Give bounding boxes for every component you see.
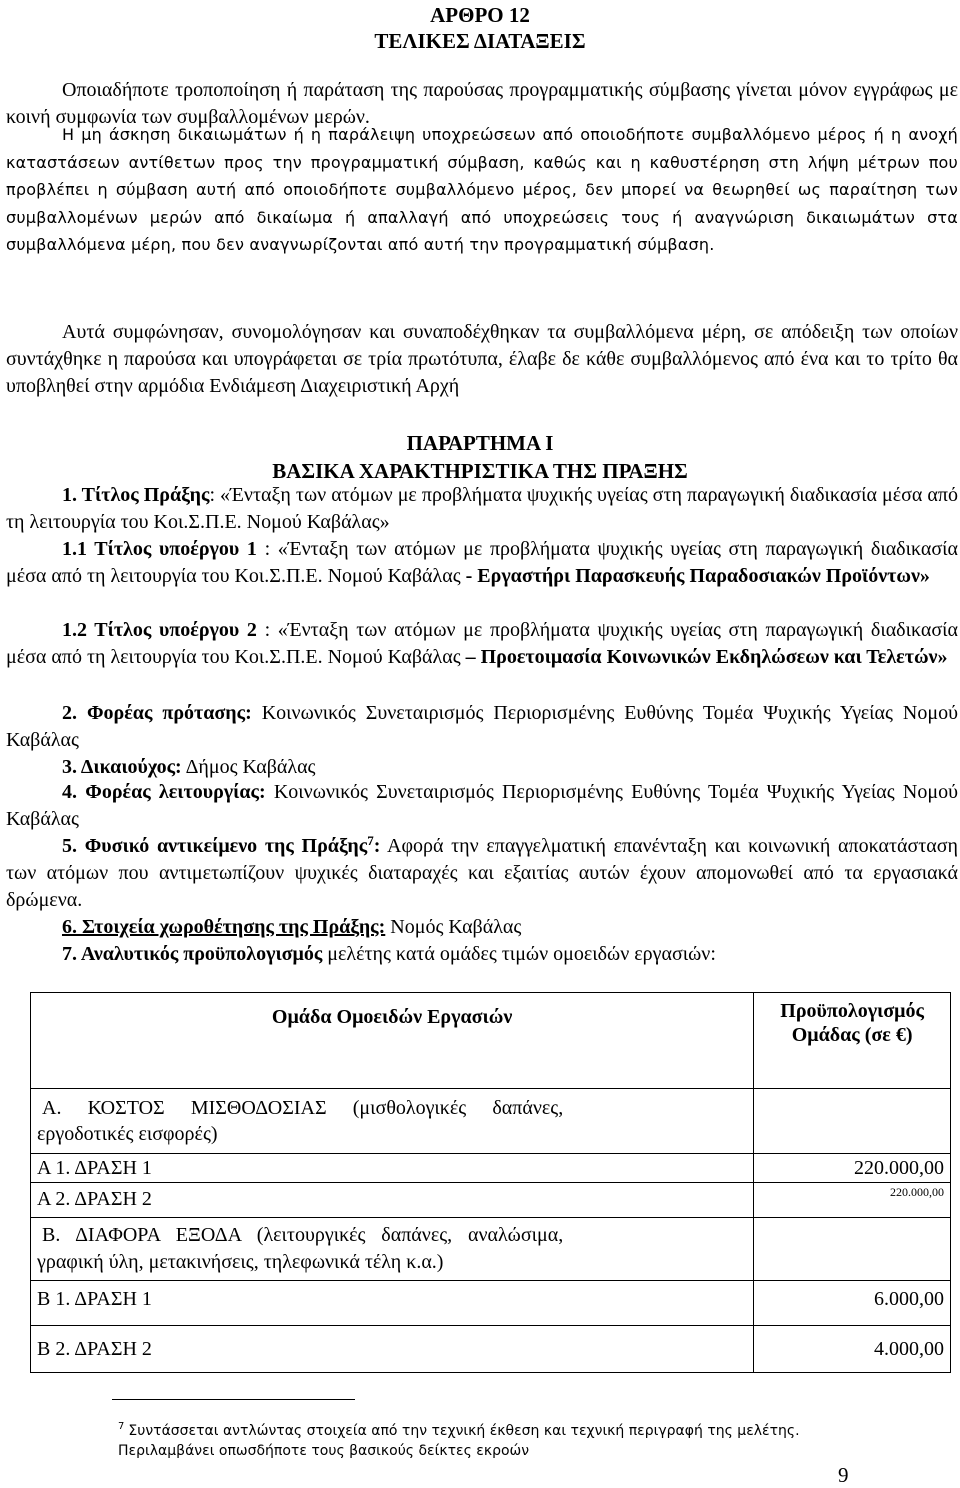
row-label: Α 1. ΔΡΑΣΗ 1: [31, 1154, 754, 1183]
row-amount: [754, 1089, 951, 1154]
row-amount: 220.000,00: [754, 1154, 951, 1183]
row-amount: [754, 1218, 951, 1281]
item-7-label: 7. Αναλυτικός προϋπολογισμός: [62, 943, 323, 965]
item-5-footnote-ref: 7: [367, 833, 374, 848]
footnote-line1: [118, 1421, 918, 1441]
item-1-1-text: : «Ένταξη των ατόμων με προβλήματα ψυχικής υγείας στη παραγωγική διαδικασία μέσα από τη λειτουργία του Κοι.Σ.Π.Ε. Νομού Καβάλας: [6, 538, 959, 587]
article-heading: [0, 2, 960, 54]
table-row: [31, 1281, 951, 1326]
item-1-2-label: 1.2 Τίτλος υποέργου 2: [62, 619, 257, 641]
budget-table: [30, 992, 951, 1373]
annex-title: ΠΑΡΑΡΤΗΜΑ Ι: [406, 431, 554, 455]
item-4-text: Κοινωνικός Συνεταιρισμός Περιορισμένης Ευθύνης Τομέα Ψυχικής Υγείας Νομού Καβάλας: [6, 781, 958, 830]
header-work-group: Ομάδα Ομοειδών Εργασιών: [31, 993, 754, 1089]
paragraph-amendments: Οποιαδήποτε τροποποίηση ή παράταση της παρούσας προγραμματικής σύμβασης γίνεται μόνον εγγράφως με κοινή συμφωνία των συμβαλλομένων μερών.: [6, 79, 958, 128]
table-row: [31, 1154, 951, 1183]
item-1-2-text: : «Ένταξη των ατόμων με προβλήματα ψυχικής υγείας στη παραγωγική διαδικασία μέσα από τη λειτουργία του Κοι.Σ.Π.Ε. Νομού Καβάλας: [6, 619, 959, 668]
footnote-mark: 7: [118, 1421, 125, 1432]
row-amount: 220.000,00: [754, 1183, 951, 1218]
item-7-text: μελέτης κατά ομάδες τιμών ομοειδών εργασιών:: [322, 943, 716, 965]
row-amount: 6.000,00: [754, 1281, 951, 1326]
article-title: ΤΕΛΙΚΕΣ ΔΙΑΤΑΞΕΙΣ: [374, 29, 586, 53]
header-group-budget: [754, 993, 951, 1089]
item-5-colon: :: [373, 835, 381, 857]
item-2-text: Κοινωνικός Συνεταιρισμός Περιορισμένης Ευθύνης Τομέα Ψυχικής Υγείας Νομού Καβάλας: [6, 702, 958, 751]
item-4-operator: [6, 779, 958, 833]
header-budget-line1: Προϋπολογισμός: [780, 1000, 924, 1022]
item-3-beneficiary: [6, 754, 958, 781]
row-amount: 4.000,00: [754, 1326, 951, 1373]
item-6-label: 6. Στοιχεία χωροθέτησης της Πράξης:: [62, 916, 386, 938]
item-1-2-subproject: [6, 617, 958, 671]
row-label: Β 1. ΔΡΑΣΗ 1: [31, 1281, 754, 1326]
item-1-2-bold-text: – Προετοιμασία Κοινωνικών Εκδηλώσεων και Τελετών»: [465, 646, 948, 668]
page-number: 9: [838, 1463, 849, 1487]
item-6-text: Νομός Καβάλας: [385, 916, 522, 938]
annex-heading: [0, 429, 960, 485]
item-3-label: 3. Δικαιούχος:: [62, 756, 182, 778]
row-label: Β. ΔΙΑΦΟΡΑ ΕΞΟΔΑ (λειτουργικές δαπάνες, αναλώσιμα, γραφική ύλη, μετακινήσεις, τηλεφωνικά τέλη κ.α.): [31, 1218, 754, 1281]
paragraph-agreement: Αυτά συμφώνησαν, συνομολόγησαν και συναποδέχθηκαν τα συμβαλλόμενα μέρη, σε απόδειξη των οποίων συντάχθηκε η παρούσα και υπογράφεται σε τρία πρωτότυπα, έλαβε δε κάθε συμβαλλόμενος από ένα και το τρίτο θα υποβληθεί στην αρμόδια Ενδιάμεση Διαχειριστική Αρχή: [6, 321, 958, 397]
item-1-title: [6, 482, 958, 536]
article-number: ΑΡΘΡΟ 12: [430, 3, 530, 27]
item-2-label: 2. Φορέας πρότασης:: [62, 702, 252, 724]
budget-table-header: [31, 993, 951, 1089]
item-1-1-label: 1.1 Τίτλος υποέργου 1: [62, 538, 257, 560]
footnote-text-2: Περιλαμβάνει οπωσδήποτε τους βασικούς δείκτες εκροών: [118, 1443, 530, 1459]
item-5-label: 5. Φυσικό αντικείμενο της Πράξης: [62, 835, 368, 857]
item-7-budget: [6, 941, 958, 968]
item-4-label: 4. Φορέας λειτουργίας:: [62, 781, 266, 803]
row-label: Α 2. ΔΡΑΣΗ 2: [31, 1183, 754, 1218]
item-1-1-subproject: [6, 536, 958, 590]
item-6-location: [6, 914, 958, 941]
row-label: Α. ΚΟΣΤΟΣ ΜΙΣΘΟΔΟΣΙΑΣ (μισθολογικές δαπάνες, εργοδοτικές εισφορές): [31, 1089, 754, 1154]
table-row: [31, 1326, 951, 1373]
table-row: [31, 1218, 951, 1281]
annex-subtitle: ΒΑΣΙΚΑ ΧΑΡΑΚΤΗΡΙΣΤΙΚΑ ΤΗΣ ΠΡΑΞΗΣ: [272, 459, 688, 483]
row-label: Β 2. ΔΡΑΣΗ 2: [31, 1326, 754, 1373]
footnote: [118, 1421, 918, 1461]
item-1-1-bold-text: - Εργαστήρι Παρασκευής Παραδοσιακών Προϊόντων»: [465, 565, 930, 587]
table-row: [31, 1183, 951, 1218]
footnote-text-1: Συντάσσεται αντλώντας στοιχεία από την τεχνική έκθεση και τεχνική περιγραφή της μελέτης.: [128, 1423, 800, 1439]
footnote-divider: [112, 1399, 355, 1400]
header-budget-line2: Ομάδας (σε €): [791, 1024, 913, 1046]
paragraph-non-waiver: Η μη άσκηση δικαιωμάτων ή η παράλειψη υποχρεώσεων από οποιοδήποτε συμβαλλόμενο μέρος ή η ανοχή καταστάσεων αντίθετων προς την προγραμματική σύμβαση, καθώς και η καθυστέρηση στη λήψη μέτρων που προβλέπει η σύμβαση αυτή από οποιοδήποτε συμβαλλόμενο μέρος, δεν μπορεί να θεωρηθεί ως παραίτηση των συμβαλλομένων μερών από δικαίωμα ή απαλλαγή από υποχρεώσεις τους ή αναγνώριση δικαιωμάτων στα συμβαλλόμενα μέρη, που δεν αναγνωρίζονται από αυτή την προγραμματική σύμβαση.: [6, 125, 958, 255]
item-5-text: Αφορά την επαγγελματική επανένταξη και κοινωνική αποκατάσταση των ατόμων που αντιμετωπίζουν ψυχικές διαταραχές και εξαιτίας αυτών έχουν απομονωθεί από τα εργασιακά δρώμενα.: [6, 835, 958, 911]
item-5-physical-object: [6, 833, 958, 914]
item-1-text: : «Ένταξη των ατόμων με προβλήματα ψυχικής υγείας στη παραγωγική διαδικασία μέσα από τη λειτουργία του Κοι.Σ.Π.Ε. Νομού Καβάλας»: [6, 484, 958, 533]
item-1-label: 1. Τίτλος Πράξης: [62, 484, 210, 506]
item-3-text: Δήμος Καβάλας: [181, 756, 316, 778]
item-2-proposer: [6, 700, 958, 754]
table-row: [31, 1089, 951, 1154]
